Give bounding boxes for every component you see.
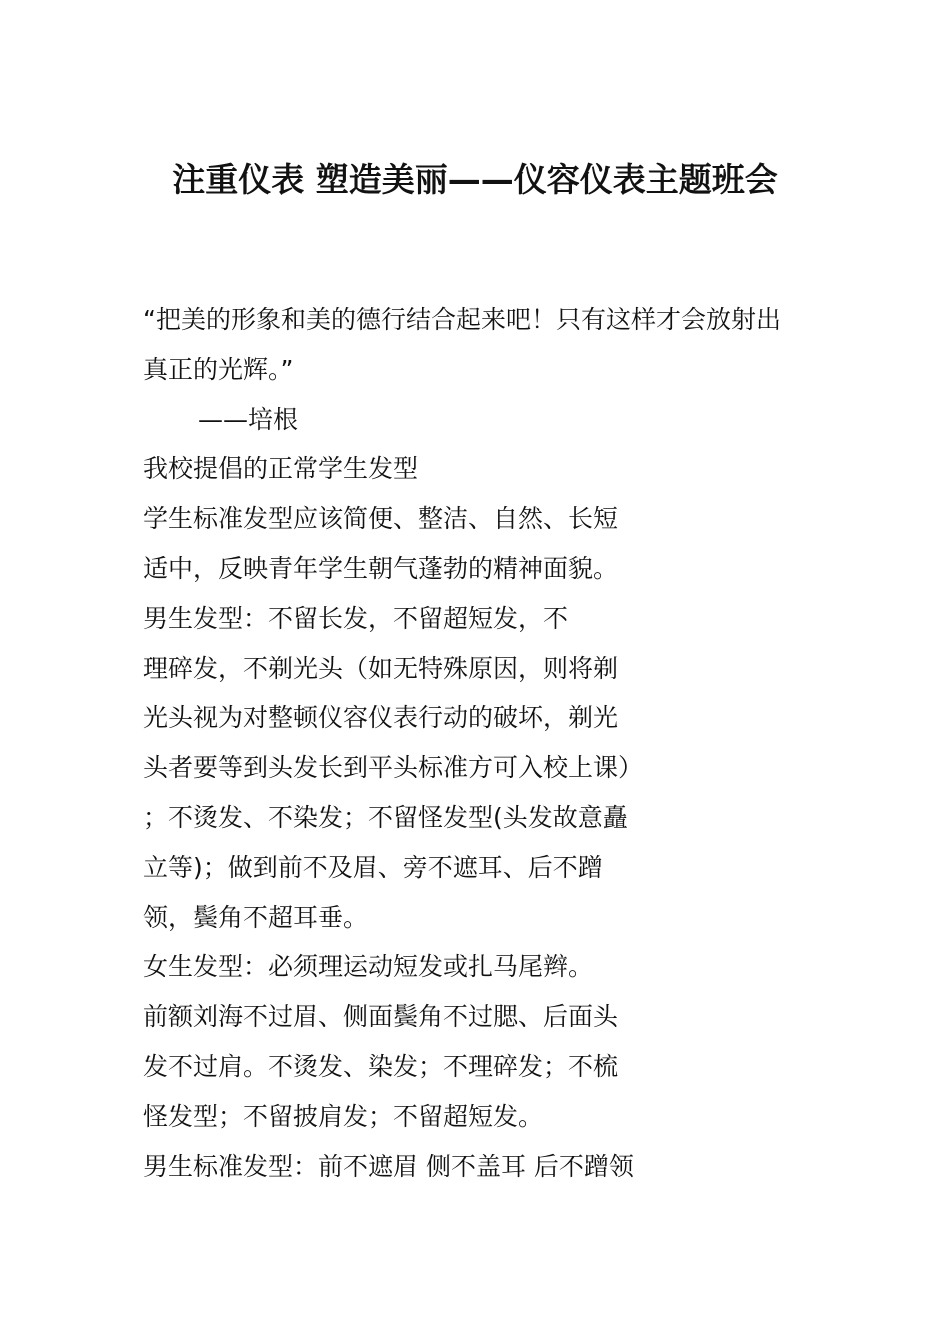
paragraph-line: 理碎发，不剃光头（如无特殊原因，则将剃 xyxy=(143,653,619,683)
paragraph-line: ；不烫发、不染发；不留怪发型(头发故意矗 xyxy=(143,802,628,832)
paragraph-line: 男生发型：不留长发，不留超短发，不 xyxy=(143,603,569,633)
document-title: 注重仪表 塑造美丽——仪容仪表主题班会 xyxy=(172,160,778,199)
document-body xyxy=(143,295,823,1191)
paragraph-line: 学生标准发型应该简便、整洁、自然、长短 xyxy=(143,504,619,534)
section-heading: 我校提倡的正常学生发型 xyxy=(143,454,419,484)
quote-line-2: 真正的光辉。” xyxy=(143,354,294,384)
paragraph-line: 怪发型；不留披肩发；不留超短发。 xyxy=(143,1101,544,1131)
paragraph-line: 立等)；做到前不及眉、旁不遮耳、后不蹭 xyxy=(143,852,603,882)
paragraph-line: 光头视为对整顿仪容仪表行动的破坏，剃光 xyxy=(143,703,619,733)
paragraph-line: 男生标准发型：前不遮眉 侧不盖耳 后不蹭领 xyxy=(143,1151,634,1181)
paragraph-line: 适中，反映青年学生朝气蓬勃的精神面貌。 xyxy=(143,553,619,583)
paragraph-line: 发不过肩。不烫发、染发；不理碎发；不梳 xyxy=(143,1051,619,1081)
quote-line-1: “把美的形象和美的德行结合起来吧！只有这样才会放射出 xyxy=(143,305,781,334)
paragraph-line: 领，鬓角不超耳垂。 xyxy=(143,902,369,932)
paragraph-line: 头者要等到头发长到平头标准方可入校上课） xyxy=(143,753,644,783)
quote-attribution: ——培根 xyxy=(198,404,299,434)
paragraph-line: 女生发型：必须理运动短发或扎马尾辫。 xyxy=(143,952,594,982)
paragraph-line: 前额刘海不过眉、侧面鬓角不过腮、后面头 xyxy=(143,1002,619,1032)
